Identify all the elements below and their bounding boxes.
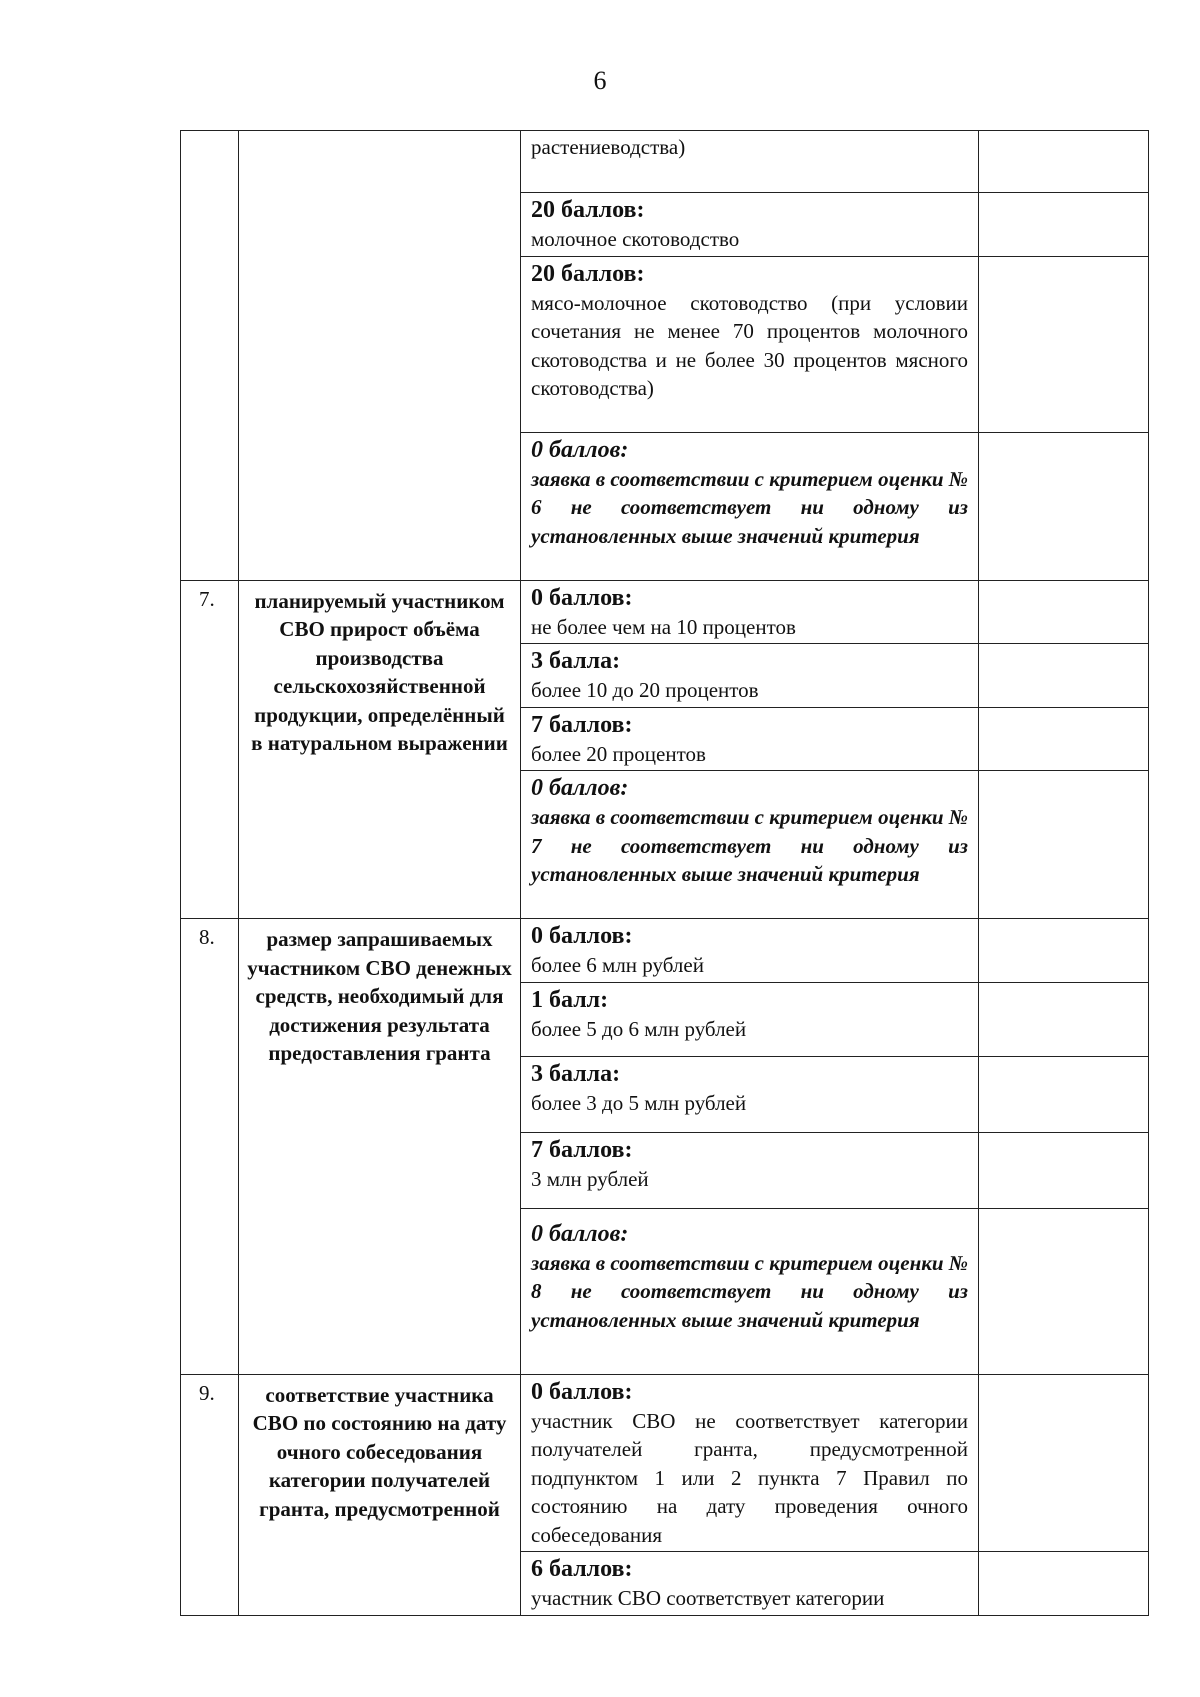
option-description: заявка в соответствии с критерием оценки № 8 не соответствует ни одному из установленных выше значений критерия	[531, 1250, 969, 1332]
option-cell	[521, 256, 979, 432]
option-description: более 10 до 20 процентов	[531, 678, 759, 702]
option-cell	[521, 580, 979, 644]
option-description: участник СВО соответствует категории	[531, 1586, 885, 1610]
option-cell	[521, 1056, 979, 1132]
option-cell	[521, 1552, 979, 1616]
option-score: 0 баллов:	[531, 775, 629, 801]
option-cell	[521, 707, 979, 771]
empty-cell	[979, 1552, 1149, 1616]
empty-cell	[979, 432, 1149, 580]
option-description: не более чем на 10 процентов	[531, 614, 796, 639]
option-score: 7 баллов:	[531, 711, 633, 738]
option-description: более 20 процентов	[531, 741, 706, 766]
empty-cell	[979, 580, 1149, 644]
option-score: 3 балла:	[531, 648, 621, 674]
option-description: более 5 до 6 млн рублей	[531, 1016, 747, 1041]
option-score: 3 балла:	[531, 1060, 621, 1087]
option-score: 6 баллов:	[531, 1556, 633, 1582]
empty-cell	[979, 982, 1149, 1056]
option-score: 0 баллов:	[531, 1378, 633, 1405]
page-number: 6	[593, 66, 607, 95]
option-description: молочное скотоводство	[531, 227, 740, 251]
option-description: более 6 млн рублей	[531, 953, 704, 977]
option-score: 0 баллов:	[531, 584, 633, 611]
option-cell	[521, 1132, 979, 1208]
option-cell	[521, 771, 979, 919]
option-cell	[521, 644, 979, 708]
option-description: заявка в соответствии с критерием оценки № 6 не соответствует ни одному из установленных выше значений критерия	[531, 466, 969, 548]
criterion-text: размер запрашиваемых участником СВО денежных средств, необходимый для достижения результата предоставления гранта	[239, 919, 521, 1375]
option-score: 7 баллов:	[531, 1136, 633, 1163]
option-score: 0 баллов:	[531, 436, 629, 463]
criterion-text	[239, 131, 521, 581]
empty-cell	[979, 1208, 1149, 1374]
row-number: 9.	[181, 1374, 239, 1615]
option-description: растениеводства)	[531, 135, 686, 159]
empty-cell	[979, 193, 1149, 257]
option-cell	[521, 131, 979, 193]
option-score: 0 баллов:	[531, 923, 633, 949]
empty-cell	[979, 771, 1149, 919]
empty-cell	[979, 131, 1149, 193]
option-score: 20 баллов:	[531, 197, 645, 223]
row-number: 8.	[181, 919, 239, 1375]
criterion-text: соответствие участника СВО по состоянию на дату очного собеседования категории получателей гранта, предусмотренной	[239, 1374, 521, 1615]
option-description: мясо-молочное скотоводство (при условии сочетания не менее 70 процентов молочного скотоводства и не более 30 процентов мясного скотоводства)	[531, 290, 968, 400]
option-cell	[521, 919, 979, 983]
criteria-table	[180, 130, 1148, 1616]
option-cell	[521, 1208, 979, 1374]
option-score: 0 баллов:	[531, 1220, 629, 1247]
empty-cell	[979, 1132, 1149, 1208]
empty-cell	[979, 707, 1149, 771]
empty-cell	[979, 256, 1149, 432]
empty-cell	[979, 919, 1149, 983]
option-score: 1 балл:	[531, 986, 609, 1013]
row-number	[181, 131, 239, 581]
option-cell	[521, 982, 979, 1056]
empty-cell	[979, 644, 1149, 708]
row-number: 7.	[181, 580, 239, 919]
option-description: заявка в соответствии с критерием оценки № 7 не соответствует ни одному из установленных выше значений критерия	[531, 805, 969, 886]
empty-cell	[979, 1056, 1149, 1132]
option-score: 20 баллов:	[531, 260, 645, 287]
empty-cell	[979, 1374, 1149, 1552]
option-description: участник СВО не соответствует категории получателей гранта, предусмотренной подпунктом 1 или 2 пункта 7 Правил по состоянию на дату проведения очного собеседования	[531, 1408, 968, 1547]
option-cell	[521, 432, 979, 580]
option-description: 3 млн рублей	[531, 1166, 649, 1191]
option-description: более 3 до 5 млн рублей	[531, 1090, 747, 1115]
option-cell	[521, 1374, 979, 1552]
option-cell	[521, 193, 979, 257]
criterion-text: планируемый участником СВО прирост объёма производства сельскохозяйственной продукции, определённый в натуральном выражении	[239, 580, 521, 919]
